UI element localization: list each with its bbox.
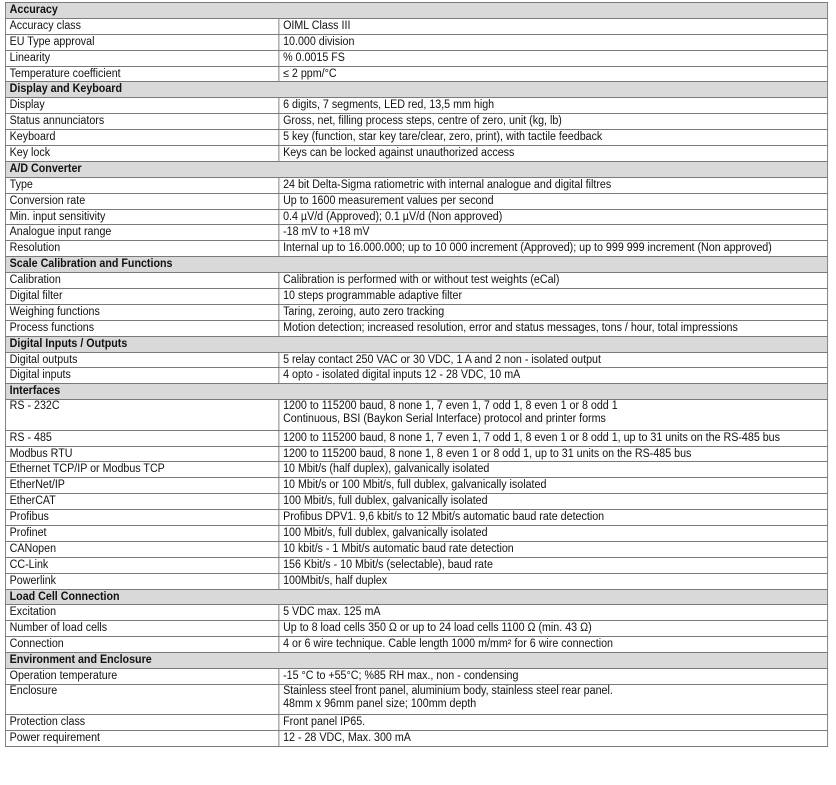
- spec-value-cell: [279, 225, 828, 241]
- spec-value-cell: [279, 731, 828, 747]
- spec-row: [5, 526, 827, 542]
- spec-row: [5, 146, 827, 162]
- section-header: [5, 3, 827, 19]
- spec-value-cell: [279, 462, 828, 478]
- spec-row: [5, 209, 827, 225]
- section-title: Load Cell Connection: [5, 589, 827, 605]
- spec-row: [5, 430, 827, 446]
- spec-label: EU Type approval: [5, 34, 278, 50]
- spec-label: Calibration: [5, 273, 278, 289]
- section-title: Accuracy: [5, 3, 827, 19]
- spec-value: 24 bit Delta-Sigma ratiometric with internal analogue and digital filtres: [283, 178, 612, 191]
- spec-row: [5, 684, 827, 714]
- spec-row: [5, 114, 827, 130]
- spec-value: 1200 to 115200 baud, 8 none 1, 8 even 1 or 8 odd 1, up to 31 units on the RS-485 bus: [283, 447, 692, 460]
- spec-value: -18 mV to +18 mV: [283, 226, 370, 239]
- spec-value: 4 or 6 wire technique. Cable length 1000 m/mm² for 6 wire connection: [283, 638, 614, 651]
- spec-value: 5 relay contact 250 VAC or 30 VDC, 1 A and 2 non - isolated output: [283, 353, 601, 366]
- spec-value-cell: [279, 177, 828, 193]
- spec-label: RS - 232C: [5, 400, 278, 430]
- spec-label: CC-Link: [5, 557, 278, 573]
- spec-value: OIML Class III: [283, 19, 351, 32]
- spec-row: [5, 541, 827, 557]
- spec-value-cell: [279, 605, 828, 621]
- spec-value-cell: [279, 669, 828, 685]
- spec-label: Analogue input range: [5, 225, 278, 241]
- spec-value-cell: [279, 98, 828, 114]
- spec-label: Enclosure: [5, 684, 278, 714]
- spec-value: 0.4 µV/d (Approved); 0.1 µV/d (Non approved): [283, 210, 503, 223]
- spec-value: Motion detection; increased resolution, error and status messages, tons / hour, total impressions: [283, 321, 738, 334]
- spec-label: Min. input sensitivity: [5, 209, 278, 225]
- spec-value-cell: [279, 684, 828, 714]
- spec-value: 100 Mbit/s, full dublex, galvanically isolated: [283, 495, 488, 508]
- spec-value-cell: [279, 193, 828, 209]
- spec-label: Process functions: [5, 320, 278, 336]
- spec-value: 5 key (function, star key tare/clear, zero, print), with tactile feedback: [283, 131, 603, 144]
- spec-value-cell: [279, 146, 828, 162]
- spec-value-cell: [279, 637, 828, 653]
- spec-value: 5 VDC max. 125 mA: [283, 606, 381, 619]
- spec-label: CANopen: [5, 541, 278, 557]
- spec-row: [5, 494, 827, 510]
- section-header: [5, 336, 827, 352]
- spec-value: 12 - 28 VDC, Max. 300 mA: [283, 732, 411, 745]
- spec-row: [5, 98, 827, 114]
- spec-value: 1200 to 115200 baud, 8 none 1, 7 even 1, 7 odd 1, 8 even 1 or 8 odd 1, up to 31 units on the RS-485 bus: [283, 431, 780, 444]
- spec-value: 156 Kbit/s - 10 Mbit/s (selectable), baud rate: [283, 558, 493, 571]
- spec-label: Number of load cells: [5, 621, 278, 637]
- spec-row: [5, 478, 827, 494]
- spec-value-cell: [279, 273, 828, 289]
- spec-value: Profibus DPV1. 9,6 kbit/s to 12 Mbit/s automatic baud rate detection: [283, 511, 605, 524]
- spec-value-line2: 48mm x 96mm panel size; 100mm depth: [283, 698, 477, 711]
- spec-label: EtherNet/IP: [5, 478, 278, 494]
- spec-row: [5, 193, 827, 209]
- spec-label: EtherCAT: [5, 494, 278, 510]
- spec-label: Digital inputs: [5, 368, 278, 384]
- spec-value: Front panel IP65.: [283, 716, 366, 729]
- spec-value-cell: [279, 400, 828, 430]
- spec-value: Stainless steel front panel, aluminium body, stainless steel rear panel.: [283, 684, 613, 697]
- spec-value-cell: [279, 241, 828, 257]
- spec-value-cell: [279, 430, 828, 446]
- spec-row: [5, 605, 827, 621]
- spec-row: [5, 177, 827, 193]
- spec-row: [5, 130, 827, 146]
- spec-label: Digital outputs: [5, 352, 278, 368]
- spec-label: Modbus RTU: [5, 446, 278, 462]
- spec-value-cell: [279, 573, 828, 589]
- spec-value-cell: [279, 621, 828, 637]
- spec-value-cell: [279, 541, 828, 557]
- spec-label: Type: [5, 177, 278, 193]
- spec-row: [5, 18, 827, 34]
- section-title: Environment and Enclosure: [5, 653, 827, 669]
- spec-label: Excitation: [5, 605, 278, 621]
- spec-value: 10 Mbit/s or 100 Mbit/s, full dublex, galvanically isolated: [283, 479, 547, 492]
- spec-label: Linearity: [5, 50, 278, 66]
- spec-value-cell: [279, 510, 828, 526]
- section-title: Digital Inputs / Outputs: [5, 336, 827, 352]
- spec-value: 10 steps programmable adaptive filter: [283, 290, 463, 303]
- spec-value-cell: [279, 352, 828, 368]
- spec-row: [5, 241, 827, 257]
- spec-label: Powerlink: [5, 573, 278, 589]
- section-title: Scale Calibration and Functions: [5, 257, 827, 273]
- spec-value-cell: [279, 526, 828, 542]
- spec-row: [5, 557, 827, 573]
- spec-value-cell: [279, 66, 828, 82]
- spec-value: -15 °C to +55°C; %85 RH max., non - condensing: [283, 670, 519, 683]
- spec-value-cell: [279, 289, 828, 305]
- spec-value-cell: [279, 320, 828, 336]
- spec-label: Display: [5, 98, 278, 114]
- spec-value: Keys can be locked against unauthorized access: [283, 147, 515, 160]
- spec-row: [5, 320, 827, 336]
- spec-value: 4 opto - isolated digital inputs 12 - 28 VDC, 10 mA: [283, 369, 521, 382]
- spec-label: Ethernet TCP/IP or Modbus TCP: [5, 462, 278, 478]
- spec-label: Status annunciators: [5, 114, 278, 130]
- spec-value-cell: [279, 114, 828, 130]
- spec-value-cell: [279, 494, 828, 510]
- spec-value: Up to 8 load cells 350 Ω or up to 24 load cells 1100 Ω (min. 43 Ω): [283, 622, 592, 635]
- section-title: Display and Keyboard: [5, 82, 827, 98]
- section-header: [5, 589, 827, 605]
- spec-value-cell: [279, 50, 828, 66]
- spec-value: 100Mbit/s, half duplex: [283, 574, 388, 587]
- spec-value: 10 Mbit/s (half duplex), galvanically isolated: [283, 463, 490, 476]
- spec-row: [5, 637, 827, 653]
- spec-label: Accuracy class: [5, 18, 278, 34]
- spec-row: [5, 352, 827, 368]
- spec-row: [5, 273, 827, 289]
- spec-value: 10.000 division: [283, 35, 355, 48]
- spec-label: Resolution: [5, 241, 278, 257]
- spec-value-cell: [279, 130, 828, 146]
- spec-row: [5, 34, 827, 50]
- spec-row: [5, 573, 827, 589]
- spec-value: 1200 to 115200 baud, 8 none 1, 7 even 1, 7 odd 1, 8 even 1 or 8 odd 1: [283, 400, 618, 413]
- section-header: [5, 257, 827, 273]
- spec-row: [5, 669, 827, 685]
- spec-table: [5, 2, 828, 747]
- spec-row: [5, 50, 827, 66]
- spec-value: Calibration is performed with or without test weights (eCal): [283, 274, 560, 287]
- spec-row: [5, 225, 827, 241]
- spec-table-body: [5, 3, 827, 747]
- spec-value: 10 kbit/s - 1 Mbit/s automatic baud rate detection: [283, 542, 514, 555]
- spec-value-cell: [279, 209, 828, 225]
- spec-value-cell: [279, 557, 828, 573]
- spec-row: [5, 715, 827, 731]
- spec-value-cell: [279, 446, 828, 462]
- spec-value: Gross, net, filling process steps, centre of zero, unit (kg, lb): [283, 115, 562, 128]
- spec-value: Internal up to 16.000.000; up to 10 000 increment (Approved); up to 999 999 increment (Non approved): [283, 242, 772, 255]
- spec-label: Connection: [5, 637, 278, 653]
- spec-row: [5, 66, 827, 82]
- spec-value-cell: [279, 368, 828, 384]
- section-header: [5, 161, 827, 177]
- spec-label: Temperature coefficient: [5, 66, 278, 82]
- spec-label: Keyboard: [5, 130, 278, 146]
- spec-label: Power requirement: [5, 731, 278, 747]
- spec-row: [5, 304, 827, 320]
- spec-value: ≤ 2 ppm/°C: [283, 67, 337, 80]
- spec-value-cell: [279, 715, 828, 731]
- section-header: [5, 384, 827, 400]
- spec-label: Protection class: [5, 715, 278, 731]
- spec-value-line2: Continuous, BSI (Baykon Serial Interface) protocol and printer forms: [283, 413, 606, 426]
- spec-label: Key lock: [5, 146, 278, 162]
- section-header: [5, 653, 827, 669]
- spec-label: Profibus: [5, 510, 278, 526]
- spec-row: [5, 446, 827, 462]
- spec-label: Operation temperature: [5, 669, 278, 685]
- spec-value-cell: [279, 304, 828, 320]
- spec-value-cell: [279, 18, 828, 34]
- spec-row: [5, 368, 827, 384]
- spec-label: RS - 485: [5, 430, 278, 446]
- spec-value: Taring, zeroing, auto zero tracking: [283, 305, 445, 318]
- spec-value-cell: [279, 478, 828, 494]
- spec-row: [5, 400, 827, 430]
- spec-value: Up to 1600 measurement values per second: [283, 194, 494, 207]
- spec-label: Profinet: [5, 526, 278, 542]
- spec-row: [5, 462, 827, 478]
- spec-label: Digital filter: [5, 289, 278, 305]
- spec-row: [5, 731, 827, 747]
- section-header: [5, 82, 827, 98]
- section-title: A/D Converter: [5, 161, 827, 177]
- spec-value: % 0.0015 FS: [283, 51, 345, 64]
- spec-value: 6 digits, 7 segments, LED red, 13,5 mm high: [283, 99, 495, 112]
- section-title: Interfaces: [5, 384, 827, 400]
- spec-row: [5, 289, 827, 305]
- spec-row: [5, 510, 827, 526]
- spec-label: Weighing functions: [5, 304, 278, 320]
- spec-row: [5, 621, 827, 637]
- spec-value: 100 Mbit/s, full dublex, galvanically isolated: [283, 527, 488, 540]
- spec-label: Conversion rate: [5, 193, 278, 209]
- spec-value-cell: [279, 34, 828, 50]
